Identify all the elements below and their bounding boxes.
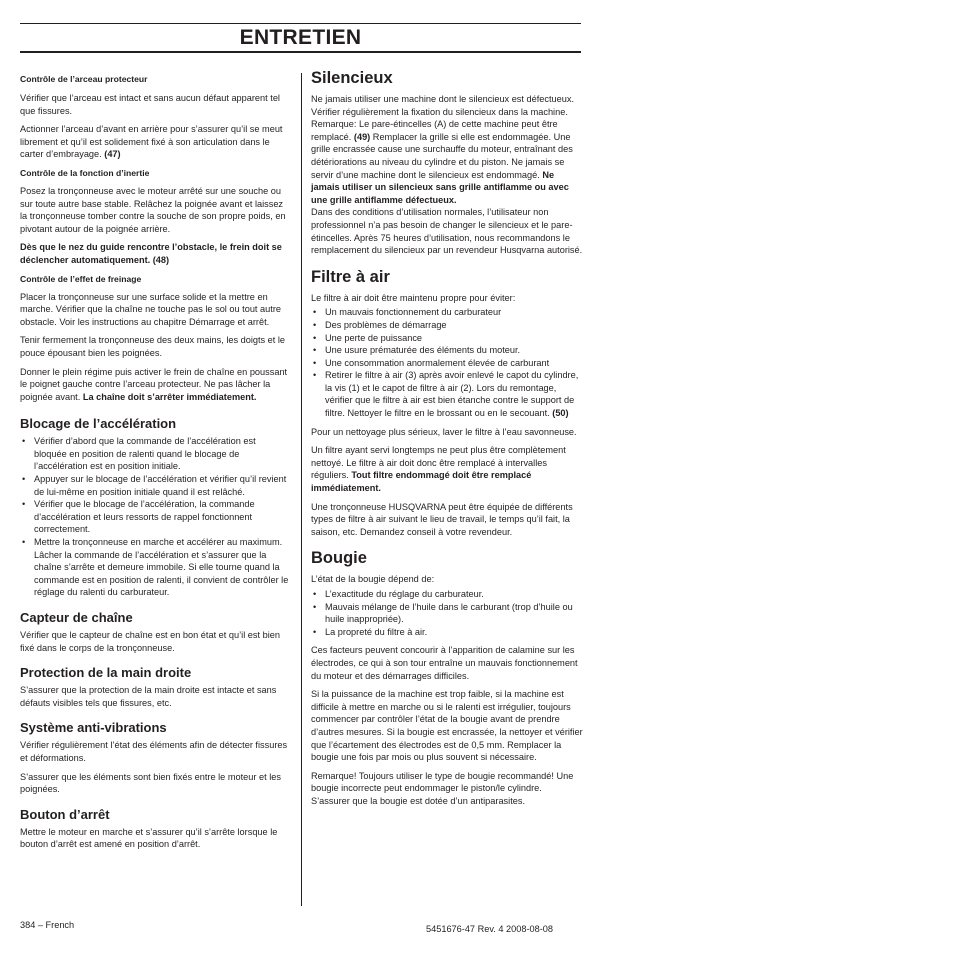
list-item: • Vérifier que le blocage de l’accélération, la commande d’accélération et leurs ressorts de rappel fonctionnent correctement. (20, 498, 290, 536)
bougie-p3: Si la puissance de la machine est trop faible, si la machine est difficile à mettre en marche ou si le ralenti est irrégulier, toujours commencer par contrôler l’état de la bougie avant de prendre d’autres mesures. Si la bougie est encrassée, la nettoyer et vérifier que l’écartement des électrodes est de 0,5 mm. Remplacer la bougie une fois par mois ou plus souvent si nécessaire. (311, 689, 583, 763)
silencieux-p1: Ne jamais utiliser une machine dont le silencieux est défectueux. Vérifier régulièrement la fixation du silencieux dans la machine. (311, 94, 575, 117)
bouton-p1: Mettre le moteur en marche et s’assurer qu’il s’arrête lorsque le bouton d’arrêt est amené en position d’arrêt. (20, 826, 278, 850)
bougie-list (311, 588, 583, 638)
list-item: • Des problèmes de démarrage (311, 319, 583, 332)
protection-p1: S’assurer que la protection de la main droite est intacte et sans défauts visibles tels que fissures, etc. (20, 685, 277, 708)
frein-p3: Donner le plein régime puis activer le frein de chaîne en poussant le poignet gauche contre l’arceau protecteur. Ne pas lâcher la poignée avant. La chaîne doit s’arrêter immédiatement. (20, 366, 288, 402)
list-item: • L’exactitude du réglage du carburateur. (311, 588, 583, 601)
frein-heading: Contrôle de l’effet de freinage (20, 273, 142, 284)
filtre-p2: Pour un nettoyage plus sérieux, laver le filtre à l’eau savonneuse. (311, 426, 577, 437)
vibrations-heading: Système anti-vibrations (20, 720, 167, 736)
inertie-heading: Contrôle de la fonction d’inertie (20, 167, 150, 178)
list-item: • Mauvais mélange de l’huile dans le carburant (trop d’huile ou huile inappropriée). (311, 601, 583, 626)
inertie-p2: Dès que le nez du guide rencontre l’obstacle, le frein doit se déclencher automatiquement. (48) (20, 242, 282, 265)
inertie-p1: Posez la tronçonneuse avec le moteur arrêté sur une souche ou sur toute autre base stable. Relâchez la poignée avant et laissez la tronçonneuse tomber contre la souche de son propre poids, en pivotant autour de la poignée arrière. (20, 185, 286, 234)
right-column (311, 68, 583, 808)
capteur-p1: Vérifier que le capteur de chaîne est en bon état et qu’il est bien fixé dans le corps de la tronçonneuse. (20, 630, 280, 653)
list-item: • Une perte de puissance (311, 332, 583, 345)
bougie-heading: Bougie (311, 549, 367, 568)
page-number: 384 – French (20, 920, 75, 930)
left-column (20, 73, 290, 851)
page-title: ENTRETIEN (239, 26, 362, 49)
blocage-heading: Blocage de l’accélération (20, 416, 177, 432)
filtre-list (311, 306, 583, 419)
filtre-p3: Un filtre ayant servi longtemps ne peut plus être complètement nettoyé. Le filtre à air doit donc être remplacé à intervalles réguliers. Tout filtre endommagé doit être remplacé immédiatement. (311, 445, 566, 494)
bougie-p2: Ces facteurs peuvent concourir à l’apparition de calamine sur les électrodes, ce qui à son tour entraîne un mauvais fonctionnement du moteur et des démarrages difficiles. (311, 645, 578, 681)
arceau-p2: Actionner l’arceau d’avant en arrière pour s’assurer qu’il se meut librement et qu’il est solidement fixé à son articulation dans le carter d’embrayage. (47) (20, 124, 283, 160)
list-item: • La propreté du filtre à air. (311, 626, 583, 639)
list-item: • Une consommation anormalement élevée de carburant (311, 357, 583, 370)
protection-heading: Protection de la main droite (20, 665, 192, 681)
filtre-intro: Le filtre à air doit être maintenu propre pour éviter: (311, 292, 516, 303)
list-item: • Vérifier d’abord que la commande de l’accélération est bloquée en position de ralenti quand le blocage de l’accélération est en position initiale. (20, 435, 290, 473)
list-item: • Retirer le filtre à air (3) après avoir enlevé le capot du cylindre, la vis (1) et le capot de filtre à air (2). Lors du remontage, vérifier que le filtre à air est bien étanche contre le support de filtre. Nettoyer le filtre en le brossant ou en le secouant. (50) (311, 369, 583, 419)
silencieux-p3: Dans des conditions d’utilisation normales, l’utilisateur non professionnel n’a pas besoin de changer le silencieux et le pare-étincelles. Après 75 heures d’utilisation, nous recommandons le remplacement du silencieux par un revendeur Husqvarna autorisé. (311, 207, 583, 256)
document-reference: 5451676-47 Rev. 4 2008-08-08 (426, 924, 554, 934)
list-item: • Un mauvais fonctionnement du carburateur (311, 306, 583, 319)
column-divider (301, 73, 302, 906)
bouton-heading: Bouton d’arrêt (20, 806, 110, 822)
arceau-heading: Contrôle de l’arceau protecteur (20, 74, 148, 84)
capteur-heading: Capteur de chaîne (20, 610, 133, 625)
header-bottom-rule (20, 51, 581, 53)
silencieux-p2: Remarque: Le pare-étincelles (A) de cette machine peut être remplacé. (49) Remplacer la grille si elle est endommagée. Une grille encrassée cause une surchauffe du moteur, entraînant des détériorations au niveau du cylindre et du piston. Ne jamais se servir d’une machine dont le silencieux est endommagé. Ne jamais utiliser un silencieux sans grille antiflamme ou avec une grille antiflamme défectueux. (311, 119, 573, 205)
vibrations-p1: Vérifier régulièrement l’état des éléments afin de détecter fissures et déformations. (20, 740, 288, 763)
list-item: • Une usure prématurée des éléments du moteur. (311, 344, 583, 357)
blocage-list (20, 435, 290, 599)
bougie-intro: L’état de la bougie dépend de: (311, 574, 435, 585)
list-item: • Mettre la tronçonneuse en marche et accélérer au maximum. Lâcher la commande de l’accélération et s’assurer que la chaîne s’arrête et demeure immobile. Si elle tourne quand la commande est en position de ralenti, il convient de contrôler le réglage du ralenti du carburateur. (20, 536, 290, 599)
filtre-p4: Une tronçonneuse HUSQVARNA peut être équipée de différents types de filtre à air suivant le lieu de travail, le temps qu’il fait, la saison, etc. Demandez conseil à votre revendeur. (311, 501, 573, 537)
frein-p1: Placer la tronçonneuse sur une surface solide et la mettre en marche. Vérifier que la chaîne ne touche pas le sol ou tout autre obstacle. Voir les instructions au chapitre Démarrage et arrêt. (20, 291, 281, 327)
vibrations-p2: S’assurer que les éléments sont bien fixés entre le moteur et les poignées. (20, 771, 281, 795)
list-item: • Appuyer sur le blocage de l’accélération et vérifier qu’il revient de lui-même en position initiale quand il est relâché. (20, 473, 290, 498)
frein-p2: Tenir fermement la tronçonneuse des deux mains, les doigts et le pouce épousant bien les poignées. (20, 335, 286, 358)
bougie-p4: Remarque! Toujours utiliser le type de bougie recommandé! Une bougie incorrecte peut endommager le piston/le cylindre. S’assurer que la bougie est dotée d’un antiparasites. (311, 770, 574, 806)
silencieux-heading: Silencieux (311, 69, 393, 87)
filtre-heading: Filtre à air (311, 267, 390, 286)
arceau-p1: Vérifier que l’arceau est intact et sans aucun défaut apparent tel que fissures. (20, 93, 280, 116)
